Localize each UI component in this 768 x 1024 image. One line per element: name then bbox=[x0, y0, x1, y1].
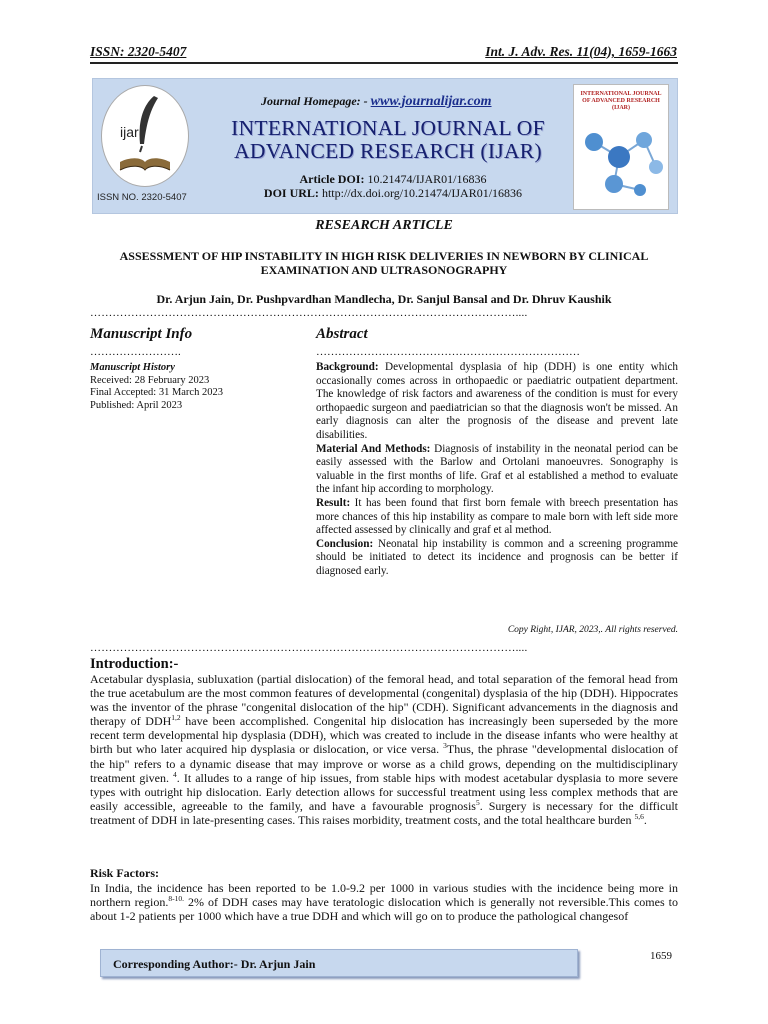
conclusion-label: Conclusion: bbox=[316, 537, 374, 550]
journal-homepage bbox=[261, 94, 492, 110]
risk-text-a: In India, the incidence has been reported to be 1.0-9.2 per 1000 in various studies with the incidence being more in northern region. bbox=[90, 881, 678, 910]
citation-sup: 5,6 bbox=[634, 811, 644, 821]
introduction-body bbox=[90, 672, 678, 827]
result-text: It has been found that first born female with breech presentation has more chances of this hip instability as compare to male born with left side more affected assessed by clinically and graf et al method. bbox=[316, 496, 678, 537]
doi-block bbox=[243, 172, 543, 200]
manuscript-info-heading: Manuscript Info bbox=[90, 326, 193, 342]
doi-label: Article DOI: bbox=[299, 172, 365, 186]
citation-sup: 8-10. bbox=[168, 894, 184, 904]
intro-text-d: . It alludes to a range of hip issues, from stable hips with modest acetabular dysplasia to more severe types with outright hip dislocation. Early detection allows for successful treatment using less complex methods that are easily accessible, agreeable to the family, and have a favourable prognosis bbox=[90, 770, 678, 813]
methods-text: Diagnosis of instability in the neonatal period can be easily assessed with the Barlow and Ortolani manoeuvres. Sonography is valuable in the first months of life. Graf et al established a method to evaluate the infant hip according to morphology. bbox=[316, 442, 678, 496]
citation-header: Int. J. Adv. Res. 11(04), 1659-1663 bbox=[485, 44, 677, 59]
citation-sup: 1,2 bbox=[171, 713, 181, 723]
received-date: Received: 28 February 2023 bbox=[90, 374, 210, 386]
abstract-dots: ……………………………………………………………… bbox=[316, 346, 580, 358]
doi-url-link[interactable]: http://dx.doi.org/10.21474/IJAR01/16836 bbox=[321, 186, 523, 200]
result-label: Result: bbox=[316, 496, 351, 509]
risk-factors-heading: Risk Factors: bbox=[90, 866, 159, 880]
journal-title-line1: INTERNATIONAL JOURNAL OF bbox=[231, 116, 545, 140]
risk-text-b: 2% of DDH cases may have teratologic dislocation which is generally not reversible.This comes to about 1-2 patients per 1000 which have a true DDH and which will go on to produce the pathological changesof bbox=[90, 895, 678, 924]
homepage-link[interactable]: www.journalijar.com bbox=[370, 94, 492, 109]
manuscript-history bbox=[90, 362, 223, 412]
logo-issn: ISSN NO. 2320-5407 bbox=[97, 192, 187, 203]
quill-book-icon bbox=[102, 86, 188, 186]
journal-banner bbox=[92, 78, 678, 214]
manuscript-dots: ……………………. bbox=[90, 346, 181, 358]
background-label: Background: bbox=[316, 361, 379, 373]
accepted-date: Final Accepted: 31 March 2023 bbox=[90, 387, 223, 399]
journal-title bbox=[203, 117, 573, 163]
doi-url-label: DOI URL: bbox=[263, 186, 319, 200]
page-number: 1659 bbox=[650, 950, 672, 962]
dotted-separator-2: …………………………………………………………………………………………………….... bbox=[90, 642, 528, 654]
article-authors: Dr. Arjun Jain, Dr. Pushpvardhan Mandlecha, Dr. Sanjul Bansal and Dr. Dhruv Kaushik bbox=[156, 292, 612, 306]
copyright: Copy Right, IJAR, 2023,. All rights reserved. bbox=[507, 625, 678, 635]
journal-cover bbox=[573, 84, 669, 210]
conclusion-text: Neonatal hip instability is common and a screening programme should be initiated to detect its incidence and prognosis can be better if diagnosed early. bbox=[316, 537, 678, 577]
journal-logo bbox=[101, 85, 189, 187]
history-label: Manuscript History bbox=[90, 362, 175, 373]
logo-text: ijar bbox=[120, 124, 139, 140]
methods-label: Material And Methods: bbox=[316, 442, 431, 455]
abstract-body bbox=[316, 361, 678, 579]
article-type: RESEARCH ARTICLE bbox=[315, 218, 453, 233]
abstract-heading: Abstract bbox=[316, 326, 368, 342]
published-date: Published: April 2023 bbox=[90, 399, 183, 411]
journal-title-line2: ADVANCED RESEARCH (IJAR) bbox=[234, 139, 542, 163]
intro-text-a: Acetabular dysplasia, subluxation (partial dislocation) of the femoral head, and total separation of the femoral head from the true acetabulum are the most common features of developmental (congenital) dysplasia of the hip (DDH). Hippocrates was the inventor of the phrase "congenital dislocation of the hip" (CDH). Significant advancements in the diagnosis and therapy of DDH bbox=[90, 672, 678, 729]
article-title: ASSESSMENT OF HIP INSTABILITY IN HIGH RISK DELIVERIES IN NEWBORN BY CLINICAL EXAMINATION AND ULTRASONOGRAPHY bbox=[119, 249, 649, 277]
cover-title: INTERNATIONAL JOURNAL OF ADVANCED RESEARCH (IJAR) bbox=[580, 91, 662, 111]
risk-factors-body bbox=[90, 881, 678, 923]
background-text: Developmental dysplasia of hip (DDH) is one entity which occasionally comes across in orthopaedic or paediatric outpatient department. The knowledge of risk factors and awareness of the condition is must for every orthopaedic surgeon and paediatrician so that the diagnosis won't be missed. An early diagnosis can alter the prognosis of the disease and prevent late disabilities. bbox=[316, 361, 678, 441]
issn-header: ISSN: 2320-5407 bbox=[90, 44, 187, 59]
intro-text-f: . bbox=[643, 812, 647, 827]
intro-text-b: have been accomplished. Congenital hip dislocation has increasingly been superseded by the more recent term developmental hip dysplasia (DDH), which was created to include in the disease infants who were healthy at birth but who later acquired hip dysplasia or dislocation, or vice versa. bbox=[90, 714, 678, 757]
dotted-separator: …………………………………………………………………………………………………….... bbox=[90, 307, 528, 319]
molecule-graphic-icon bbox=[574, 112, 668, 202]
intro-text-c: Thus, the phrase "developmental dislocation of the hip" refers to a dynamic disease that may improve or worse as a child grows, depending on the multidisciplinary treatment given. bbox=[90, 742, 678, 785]
introduction-heading: Introduction:- bbox=[90, 656, 179, 672]
corresponding-author-box: Corresponding Author:- Dr. Arjun Jain bbox=[100, 949, 578, 977]
doi-value: 10.21474/IJAR01/16836 bbox=[367, 172, 487, 186]
citation-sup: 4 bbox=[173, 769, 177, 779]
citation-sup: 3 bbox=[443, 741, 447, 751]
intro-text-e: . Surgery is necessary for the difficult treatment of DDH in late-presenting cases. This raises morbidity, treatment costs, and the total healthcare burden bbox=[90, 798, 678, 827]
citation-sup: 5 bbox=[475, 797, 480, 807]
homepage-label: Journal Homepage: - bbox=[261, 94, 371, 108]
header-rule bbox=[90, 62, 678, 64]
